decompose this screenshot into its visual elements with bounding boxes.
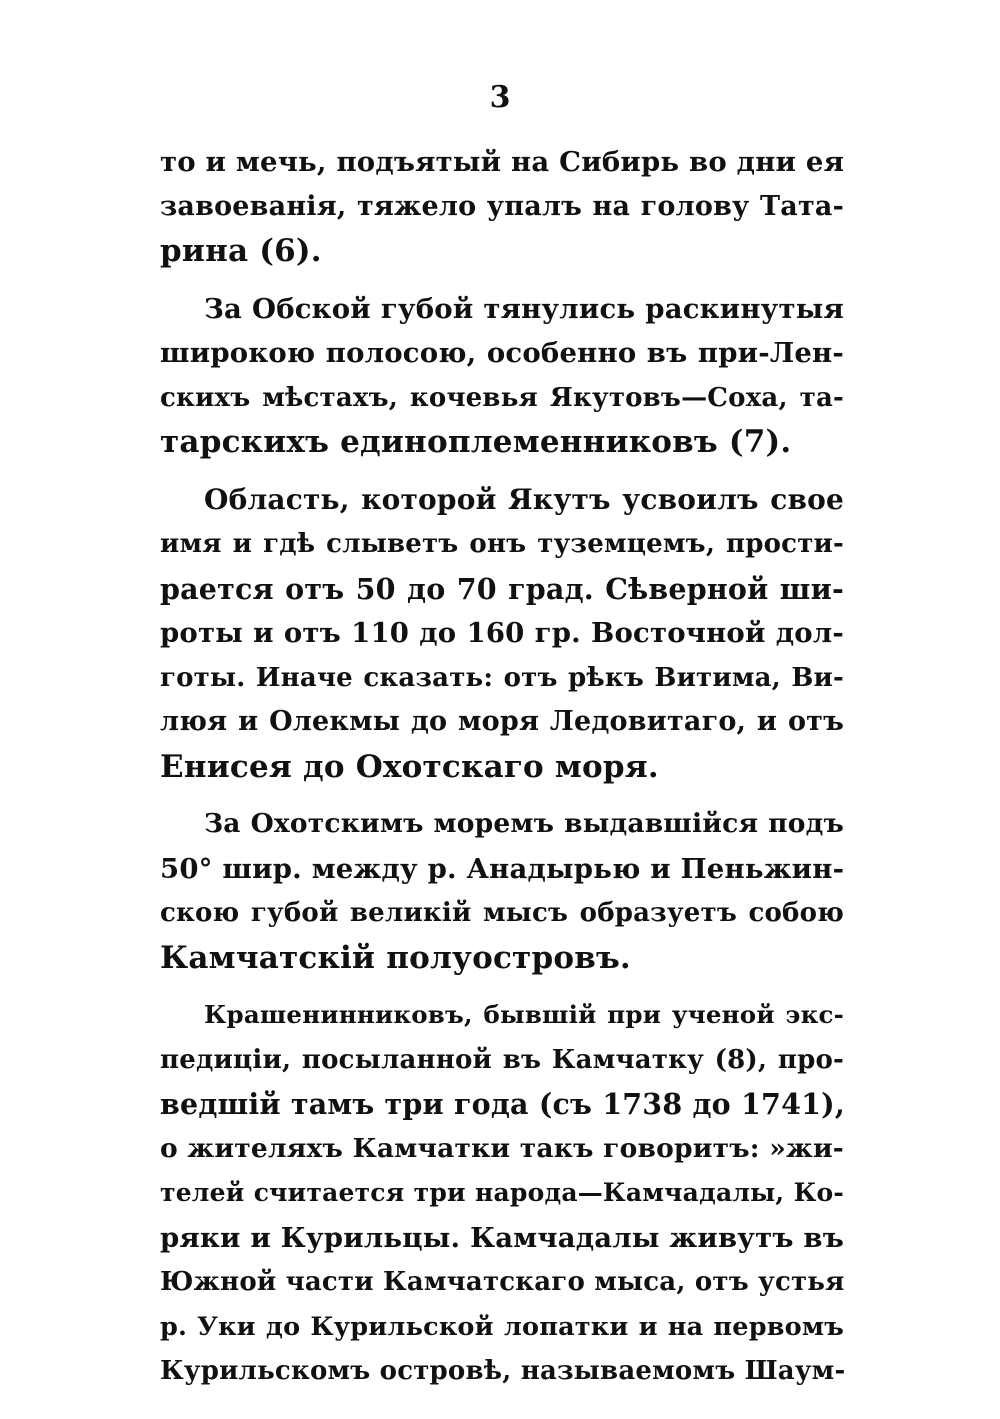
- paragraph-1: [160, 140, 844, 274]
- text-line: Курильскомъ островѣ, называемомъ Шаум-: [160, 1356, 846, 1386]
- text-line: скою губой великій мысъ образуетъ собою: [160, 898, 844, 928]
- text-line: люя и Олекмы до моря Ледовитаго, и отъ: [160, 706, 844, 737]
- paragraph-5: [160, 993, 844, 1394]
- text-line: ряки и Курильцы. Камчадалы живутъ въ: [160, 1221, 845, 1254]
- text-line: завоеванія, тяжело упалъ на голову Тата-: [160, 190, 844, 222]
- text-line: Камчатскій полуостровъ.: [160, 939, 631, 976]
- paragraph-4: [160, 802, 844, 980]
- text-line: педиціи, посыланной въ Камчатку (8), про-: [160, 1044, 844, 1075]
- text-line: то и мечь, подъятый на Сибирь во дни ея: [160, 146, 845, 178]
- text-line: Область, которой Якутъ усвоилъ свое: [204, 482, 844, 516]
- text-line: рается отъ 50 до 70 град. Сѣверной ши-: [160, 571, 844, 606]
- text-line: рина (6).: [160, 233, 322, 269]
- paragraph-2: [160, 287, 844, 465]
- text-line: о жителяхъ Камчатки такъ говоритъ: »жи-: [160, 1132, 844, 1164]
- text-line: телей считается три народа—Камчадалы, Ко-: [160, 1178, 844, 1207]
- body-text: [160, 140, 844, 1394]
- page-number: 3: [489, 80, 511, 115]
- text-line: За Обской губой тянулись раскинутыя: [204, 292, 844, 325]
- text-line: готы. Иначе сказать: отъ рѣкъ Витима, Ви-: [160, 662, 844, 693]
- text-line: ведшій тамъ три года (съ 1738 до 1741),: [160, 1087, 845, 1121]
- text-line: тарскихъ единоплеменниковъ (7).: [160, 424, 792, 460]
- text-line: За Охотскимъ моремъ выдавшійся подъ: [204, 808, 844, 839]
- text-line: широкою полосою, особенно въ при-Лен-: [160, 337, 844, 369]
- text-line: Южной части Камчатскаго мыса, отъ устья: [160, 1267, 845, 1297]
- text-line: роты и отъ 110 до 160 гр. Восточной дол-: [160, 617, 844, 649]
- paragraph-3: [160, 478, 844, 790]
- text-line: Енисея до Охотскаго моря.: [160, 748, 659, 785]
- text-line: 50° шир. между р. Анадырью и Пеньжин-: [160, 852, 845, 885]
- text-line: р. Уки до Курильской лопатки и на первомъ: [160, 1311, 844, 1342]
- text-line: Крашенинниковъ, бывшій при ученой экс-: [204, 1000, 844, 1029]
- text-line: скихъ мѣстахъ, кочевья Якутовъ—Соха, та-: [160, 382, 844, 413]
- text-line: имя и гдѣ слыветъ онъ туземцемъ, прости-: [160, 529, 844, 559]
